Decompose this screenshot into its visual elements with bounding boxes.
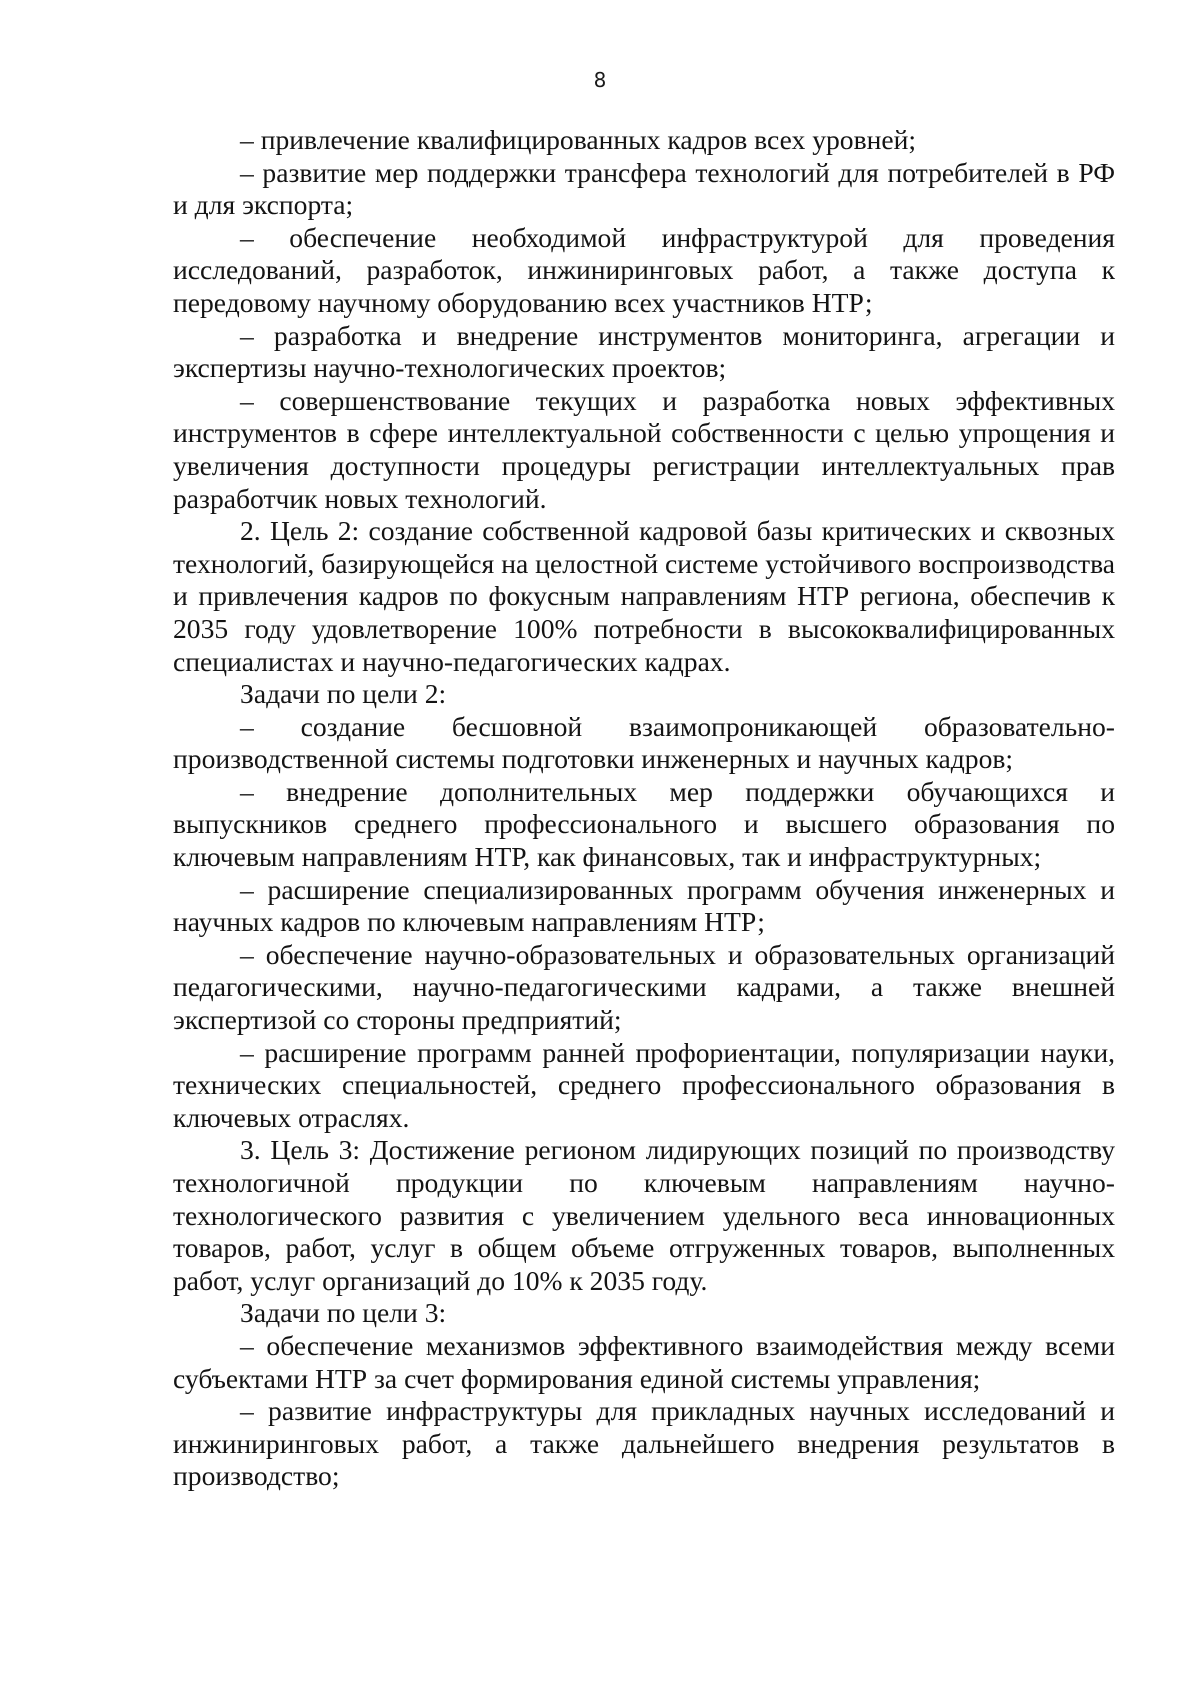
task-item-infrastructure: – обеспечение необходимой инфраструктурой для проведения исследований, разработок, инжиниринговых работ, а также доступа к передовому научному оборудованию всех участников НТР; (173, 221, 1115, 318)
task-item-technology-transfer: – развитие мер поддержки трансфера технологий для потребителей в РФ и для экспорта; (173, 156, 1115, 221)
goal-2-task-training-programs: – расширение специализированных программ обучения инженерных и научных кадров по ключевым направлениям НТР; (173, 873, 1115, 938)
goal-2-task-staffing: – обеспечение научно-образовательных и образовательных организаций педагогическими, научно-педагогическими кадрами, а также внешней экспертизой со стороны предприятий; (173, 938, 1115, 1036)
task-item-attract-personnel: – привлечение квалифицированных кадров всех уровней; (240, 124, 917, 155)
goal-2-task-career-guidance: – расширение программ ранней профориентации, популяризации науки, технических специальностей, среднего профессионального образования в ключевых отраслях. (173, 1036, 1115, 1133)
goal-3-paragraph: 3. Цель 3: Достижение регионом лидирующих позиций по производству технологичной продукции по ключевым направлениям научно-технологического развития с увеличением удельного веса инновационных товаров, работ, услуг в общем объеме отгруженных товаров, выполненных работ, услуг организаций до 10% к 2035 году. (173, 1134, 1115, 1296)
document-body (173, 124, 1115, 1493)
task-item-intellectual-property: – совершенствование текущих и разработка новых эффективных инструментов в сфере интеллектуальной собственности с целью упрощения и увеличения доступности процедуры регистрации интеллектуальных прав разработчик новых технологий. (173, 384, 1115, 514)
goal-3-task-infrastructure: – развитие инфраструктуры для прикладных научных исследований и инжиниринговых работ, а также дальнейшего внедрения результатов в производство; (173, 1395, 1115, 1492)
goal-2-tasks-heading: Задачи по цели 2: (240, 678, 447, 710)
page-number: 8 (593, 68, 607, 92)
goal-2-task-student-support: – внедрение дополнительных мер поддержки обучающихся и выпускников среднего профессионального и высшего образования по ключевым направлениям НТР, как финансовых, так и инфраструктурных; (173, 775, 1115, 873)
goal-3-task-interaction: – обеспечение механизмов эффективного взаимодействия между всеми субъектами НТР за счет формирования единой системы управления; (173, 1329, 1115, 1394)
goal-3-tasks-heading: Задачи по цели 3: (240, 1297, 447, 1329)
goal-2-task-seamless-system: – создание бесшовной взаимопроникающей образовательно-производственной системы подготовки инженерных и научных кадров; (173, 710, 1115, 775)
task-item-monitoring-tools: – разработка и внедрение инструментов мониторинга, агрегации и экспертизы научно-технологических проектов; (173, 319, 1115, 384)
goal-2-paragraph: 2. Цель 2: создание собственной кадровой базы критических и сквозных технологий, базирующейся на целостной системе устойчивого воспроизводства и привлечения кадров по фокусным направлениям НТР региона, обеспечив к 2035 году удовлетворение 100% потребности в высококвалифицированных специалистах и научно-педагогических кадрах. (173, 515, 1115, 677)
